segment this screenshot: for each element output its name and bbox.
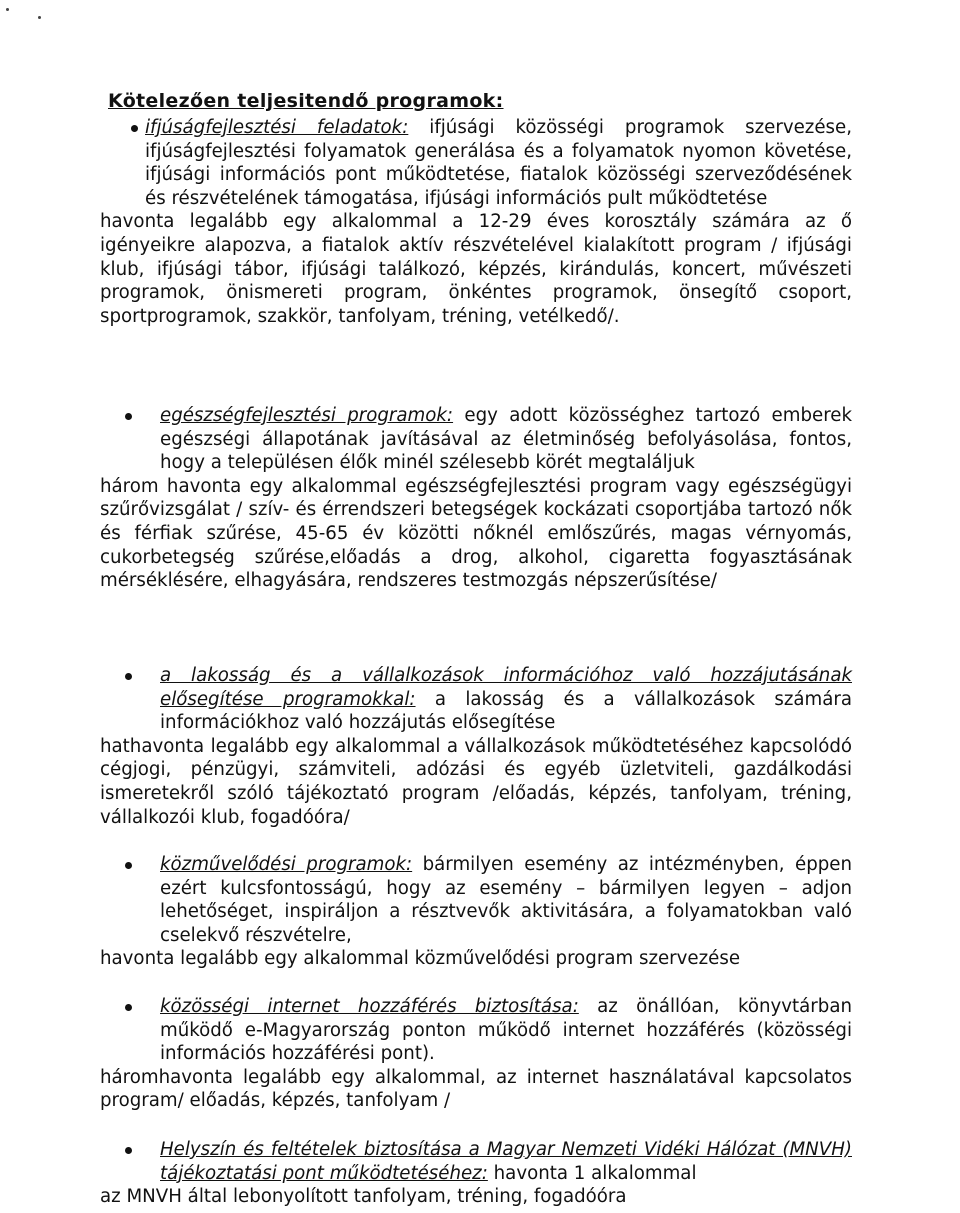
bullet-icon <box>125 1004 132 1011</box>
section-title: a lakosság és a vállalkozások információhoz való hozzájutásának elősegítése programokkal: <box>160 665 852 710</box>
section-intro <box>100 404 852 475</box>
section-intro <box>100 1138 852 1185</box>
section-body: három havonta egy alkalommal egészségfejlesztési program vagy egészségügyi szűrővizsgálat / szív- és érrendszeri betegségek kockázati csoportjába tartozó nők és férfiak szűrése, 45-65 év közötti nőknél emlőszűrés, magas vérnyomás, cukorbetegség szűrése,előadás a drog, alkohol, cigaretta fogyasztásának mérséklésére, elhagyására, rendszeres testmozgás népszerűsítése/ <box>100 475 852 592</box>
section-body: háromhavonta legalább egy alkalommal, az internet használatával kapcsolatos program/ előadás, képzés, tanfolyam / <box>100 1066 852 1112</box>
section-title: egészségfejlesztési programok: <box>160 405 454 426</box>
section-body: havonta legalább egy alkalommal a 12-29 éves korosztály számára az ő igényeikre alapozva, a fiatalok aktív részvételével kialakított program / ifjúsági klub, ifjúsági tábor, ifjúsági találkozó, képzés, kirándulás, koncert, művészeti programok, önismereti program, önkéntes programok, önsegítő csoport, sportprogramok, szakkör, tanfolyam, tréning, vetélkedő/. <box>100 211 852 327</box>
section-body: hathavonta legalább egy alkalommal a vállalkozások működtetéséhez kapcsolódó cégjogi, pénzügyi, számviteli, adózási és egyéb üzletviteli, gazdálkodási ismeretekről szóló tájékoztató program /előadás, képzés, tanfolyam, tréning, vállalkozói klub, fogadóóra/ <box>100 735 852 828</box>
section-lead: egy adott közösséghez tartozó emberek egészségi állapotának javításával az életminőség befolyásolása, fontos, hogy a településen élők minél szélesebb körét megtaláljuk <box>160 405 852 474</box>
bullet-icon <box>125 413 132 420</box>
section-lead: bármilyen esemény az intézményben, éppen ezért kulcsfontosságú, hogy az esemény – bármilyen legyen – adjon lehetőséget, inspiráljon a résztvevők aktivitására, a folyamatokban való cselekvő részvételre, <box>160 854 853 946</box>
section-title: közművelődési programok: <box>160 854 413 875</box>
section-health-development <box>100 404 852 593</box>
section-intro-text <box>160 853 852 947</box>
section-intro-text <box>160 664 852 735</box>
section-intro <box>100 853 852 947</box>
section-lead: ifjúsági közösségi programok szervezése, ifjúságfejlesztési folyamatok generálása és a folyamatok nyomon követése, ifjúsági információs pont működtetése, fiatalok közösségi szerveződésének és részvételének támogatása, ifjúsági információs pult működtetése <box>145 117 852 209</box>
section-lead: az önállóan, könyvtárban működő e-Magyarország ponton működő internet hozzáférés (közösségi információs hozzáférési pont). <box>160 996 853 1065</box>
page-heading: Kötelezően teljesitendő programok: <box>108 90 504 112</box>
section-body: havonta legalább egy alkalommal közművelődési program szervezése <box>100 948 741 970</box>
section-intro <box>100 664 852 735</box>
bullet-icon <box>125 673 132 680</box>
bullet-icon <box>125 862 132 869</box>
section-title: közösségi internet hozzáférés biztosítása: <box>160 996 579 1017</box>
section-title: Helyszín és feltételek biztosítása a Magyar Nemzeti Vidéki Hálózat (MNVH) tájékoztatási pont működtetéséhez: <box>160 1139 852 1184</box>
bullet-icon <box>131 125 138 132</box>
section-intro-text <box>160 404 852 475</box>
scan-mark <box>38 16 41 19</box>
section-body: az MNVH által lebonyolított tanfolyam, tréning, fogadóóra <box>100 1186 627 1208</box>
section-mnvh-info-point <box>100 1138 852 1209</box>
scan-mark <box>6 8 9 11</box>
section-lead: havonta 1 alkalommal <box>487 1162 697 1184</box>
section-title: ifjúságfejlesztési feladatok: <box>145 117 409 138</box>
section-youth-development <box>100 116 852 328</box>
section-intro <box>100 116 852 210</box>
section-community-internet <box>100 995 852 1113</box>
section-information-access <box>100 664 852 829</box>
section-intro-text <box>160 1138 852 1185</box>
section-intro-text <box>145 116 852 210</box>
bullet-icon <box>125 1147 132 1154</box>
section-intro-text <box>160 995 852 1066</box>
section-lead: a lakosság és a vállalkozások számára információkhoz való hozzájutás elősegítése <box>160 688 853 734</box>
section-intro <box>100 995 852 1066</box>
section-public-culture <box>100 853 852 971</box>
